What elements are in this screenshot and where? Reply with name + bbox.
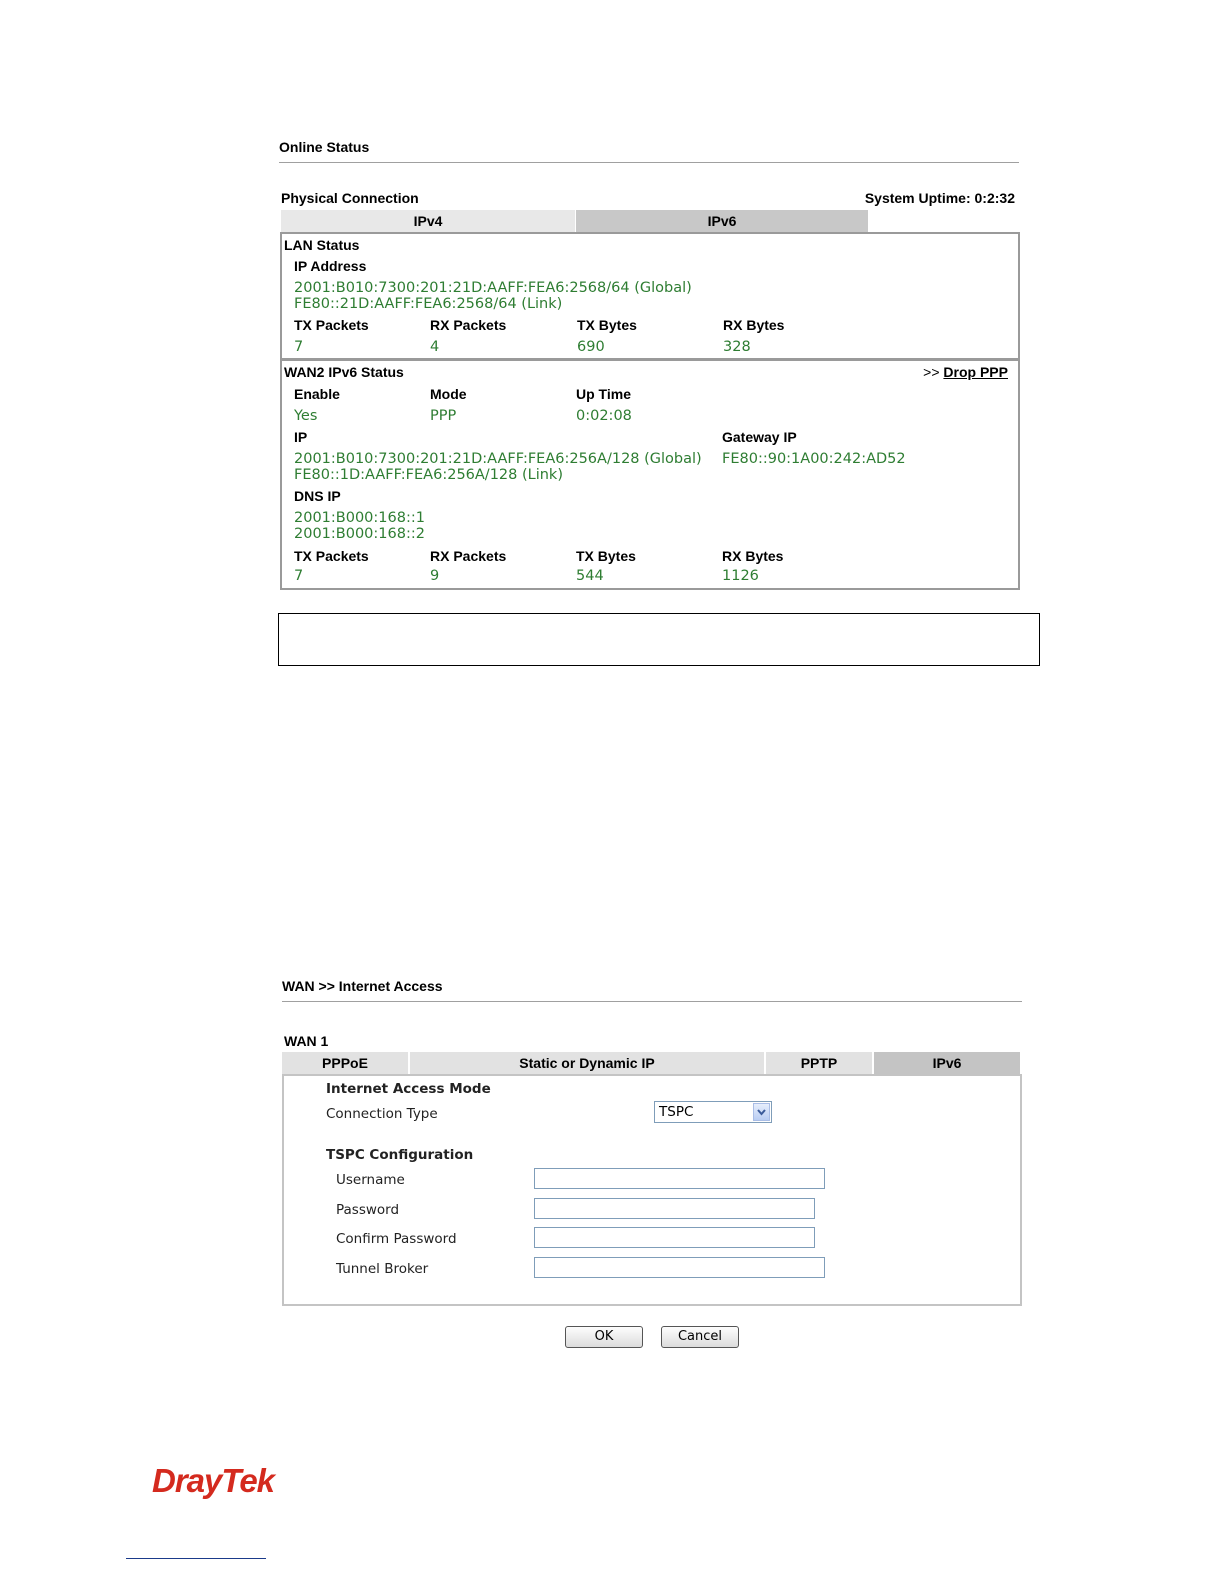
lan-rx-bytes-label: RX Bytes — [723, 317, 785, 333]
wan-divider — [282, 1001, 1022, 1002]
wan2-gateway-label: Gateway IP — [722, 429, 797, 445]
lan-ip-global: 2001:B010:7300:201:21D:AAFF:FEA6:2568/64 (Global) — [294, 280, 692, 296]
draytek-logo: DrayTek — [152, 1462, 275, 1499]
tspc-heading: TSPC Configuration — [326, 1147, 474, 1163]
drop-ppp-prefix: >> — [923, 364, 940, 380]
wan2-ip-link: FE80::1D:AAFF:FEA6:256A/128 (Link) — [294, 467, 563, 483]
wan2-tx-bytes-value: 544 — [576, 568, 604, 584]
tab-ipv4[interactable]: IPv4 — [281, 210, 575, 232]
ok-button[interactable]: OK — [565, 1326, 643, 1348]
tunnel-broker-label: Tunnel Broker — [336, 1261, 429, 1277]
tab-ipv6[interactable]: IPv6 — [576, 210, 868, 232]
wan2-rx-packets-label: RX Packets — [430, 548, 507, 564]
confirm-password-label: Confirm Password — [336, 1231, 457, 1247]
tab-static-dynamic-ip[interactable]: Static or Dynamic IP — [410, 1052, 766, 1074]
wan2-rx-packets-value: 9 — [430, 568, 440, 584]
connection-type-select[interactable] — [654, 1101, 772, 1123]
chevron-down-icon[interactable] — [753, 1103, 770, 1121]
password-label: Password — [336, 1202, 400, 1218]
wan2-ip-label: IP — [294, 429, 308, 445]
wan2-enable-label: Enable — [294, 386, 340, 402]
wan2-tx-bytes-label: TX Bytes — [576, 548, 636, 564]
wan2-enable-value: Yes — [294, 408, 318, 424]
lan-tx-packets-value: 7 — [294, 339, 304, 355]
lan-rx-bytes-value: 328 — [723, 339, 751, 355]
lan-rx-packets-value: 4 — [430, 339, 440, 355]
lan-tx-bytes-value: 690 — [577, 339, 605, 355]
drop-ppp-link[interactable]: Drop PPP — [943, 364, 1008, 380]
wan2-rx-bytes-value: 1126 — [722, 568, 759, 584]
physical-connection-label: Physical Connection — [281, 190, 419, 206]
lan-rx-packets-label: RX Packets — [430, 317, 507, 333]
lan-status-heading: LAN Status — [284, 237, 360, 253]
drop-ppp — [880, 364, 1008, 380]
tunnel-broker-input[interactable] — [534, 1257, 825, 1278]
lan-tx-bytes-label: TX Bytes — [577, 317, 637, 333]
wan2-ip-global: 2001:B010:7300:201:21D:AAFF:FEA6:256A/128 (Global) — [294, 451, 702, 467]
wan-breadcrumb: WAN >> Internet Access — [282, 978, 443, 994]
tab-pppoe[interactable]: PPPoE — [282, 1052, 410, 1074]
online-status-title: Online Status — [279, 139, 370, 155]
title-divider — [279, 162, 1019, 163]
connection-type-label: Connection Type — [326, 1106, 438, 1122]
wan-label: WAN 1 — [284, 1033, 329, 1049]
wan2-status-heading: WAN2 IPv6 Status — [284, 364, 404, 380]
wan2-mode-value: PPP — [430, 408, 457, 424]
wan2-gateway-ip: FE80::90:1A00:242:AD52 — [722, 451, 906, 467]
system-uptime: System Uptime: 0:2:32 — [864, 190, 1015, 206]
username-input[interactable] — [534, 1168, 825, 1189]
wan2-uptime-value: 0:02:08 — [576, 408, 632, 424]
lan-tx-packets-label: TX Packets — [294, 317, 369, 333]
wan2-uptime-label: Up Time — [576, 386, 631, 402]
wan2-tx-packets-value: 7 — [294, 568, 304, 584]
lan-ip-address-label: IP Address — [294, 258, 367, 274]
wan2-dns-label: DNS IP — [294, 488, 341, 504]
cancel-button[interactable]: Cancel — [661, 1326, 739, 1348]
connection-type-value: TSPC — [659, 1104, 694, 1120]
wan2-tx-packets-label: TX Packets — [294, 548, 369, 564]
wan2-dns2: 2001:B000:168::2 — [294, 526, 425, 542]
wan2-rx-bytes-label: RX Bytes — [722, 548, 784, 564]
username-label: Username — [336, 1172, 405, 1188]
mode-heading: Internet Access Mode — [326, 1081, 491, 1097]
footer-line — [126, 1558, 266, 1559]
password-input[interactable] — [534, 1198, 815, 1219]
confirm-password-input[interactable] — [534, 1227, 815, 1248]
tab-pptp[interactable]: PPTP — [766, 1052, 874, 1074]
lan-ip-link: FE80::21D:AAFF:FEA6:2568/64 (Link) — [294, 296, 563, 312]
tab-ipv6-wan[interactable]: IPv6 — [874, 1052, 1020, 1074]
note-box — [278, 613, 1040, 666]
wan2-dns1: 2001:B000:168::1 — [294, 510, 425, 526]
wan2-mode-label: Mode — [430, 386, 467, 402]
